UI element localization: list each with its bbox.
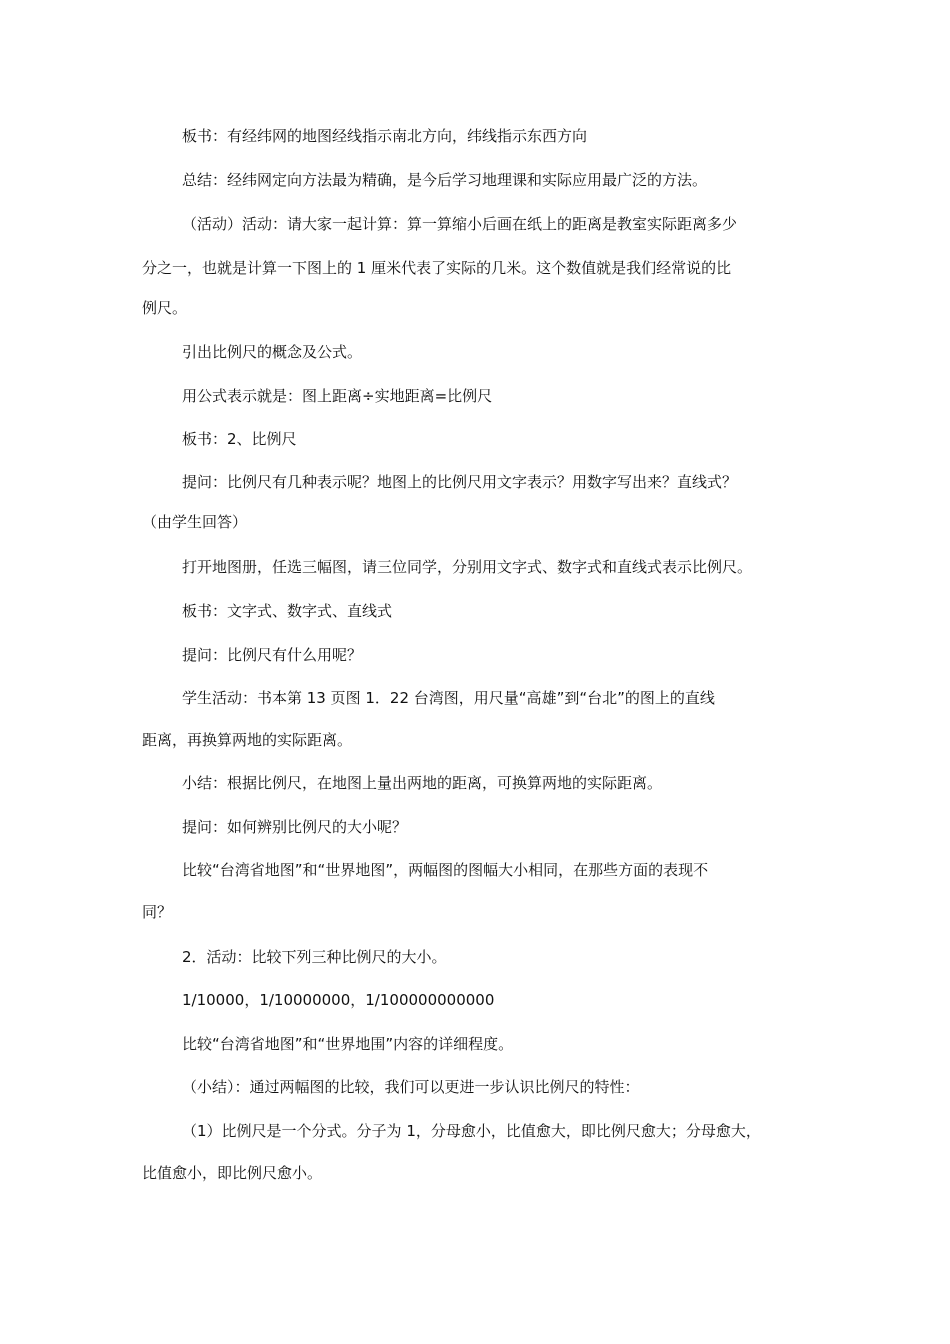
text-line: 分之一，也就是计算一下图上的 1 厘米代表了实际的几米。这个数值就是我们经常说的比 — [142, 259, 732, 277]
text-line: （小结）：通过两幅图的比较，我们可以更进一步认识比例尺的特性： — [182, 1078, 640, 1096]
text-line: 比较“台湾省地图”和“世界地图”，两幅图的图幅大小相同，在那些方面的表现不 — [182, 861, 709, 879]
text-line: 打开地图册，任选三幅图，请三位同学，分别用文字式、数字式和直线式表示比例尺。 — [182, 558, 753, 576]
text-line: 距离，再换算两地的实际距离。 — [142, 731, 353, 749]
text-line: 提问：如何辨别比例尺的大小呢？ — [182, 818, 408, 836]
text-line: 比值愈小，即比例尺愈小。 — [142, 1164, 323, 1182]
text-line: 引出比例尺的概念及公式。 — [182, 343, 363, 361]
text-line: 学生活动：书本第 13 页图 1．22 台湾图，用尺量“高雄”到“台北”的图上的直线 — [182, 689, 715, 707]
text-line: 总结：经纬网定向方法最为精确，是今后学习地理课和实际应用最广泛的方法。 — [182, 171, 708, 189]
text-line: 提问：比例尺有什么用呢？ — [182, 646, 363, 664]
text-line: 板书：文字式、数字式、直线式 — [182, 602, 393, 620]
text-line: 例尺。 — [142, 299, 188, 317]
text-line: 1/10000，1/10000000，1/100000000000 — [182, 991, 495, 1009]
text-line: 比较“台湾省地图”和“世界地围”内容的详细程度。 — [182, 1035, 514, 1053]
text-line: 小结：根据比例尺，在地图上量出两地的距离，可换算两地的实际距离。 — [182, 774, 663, 792]
text-line: 板书：2、比例尺 — [182, 430, 297, 448]
text-line: 用公式表示就是：图上距离÷实地距离=比例尺 — [182, 387, 493, 405]
text-line: 板书：有经纬网的地图经线指示南北方向，纬线指示东西方向 — [182, 127, 588, 145]
text-line: 提问：比例尺有几种表示呢？地图上的比例尺用文字表示？用数字写出来？直线式？ — [182, 473, 738, 491]
text-line: （活动）活动：请大家一起计算：算一算缩小后画在纸上的距离是教室实际距离多少 — [182, 215, 738, 233]
text-line: 2．活动：比较下列三种比例尺的大小。 — [182, 948, 447, 966]
text-line: （1）比例尺是一个分式。分子为 1，分母愈小，比值愈大，即比例尺愈大；分母愈大， — [182, 1122, 761, 1140]
text-line: （由学生回答） — [142, 513, 248, 531]
text-line: 同？ — [142, 903, 173, 921]
